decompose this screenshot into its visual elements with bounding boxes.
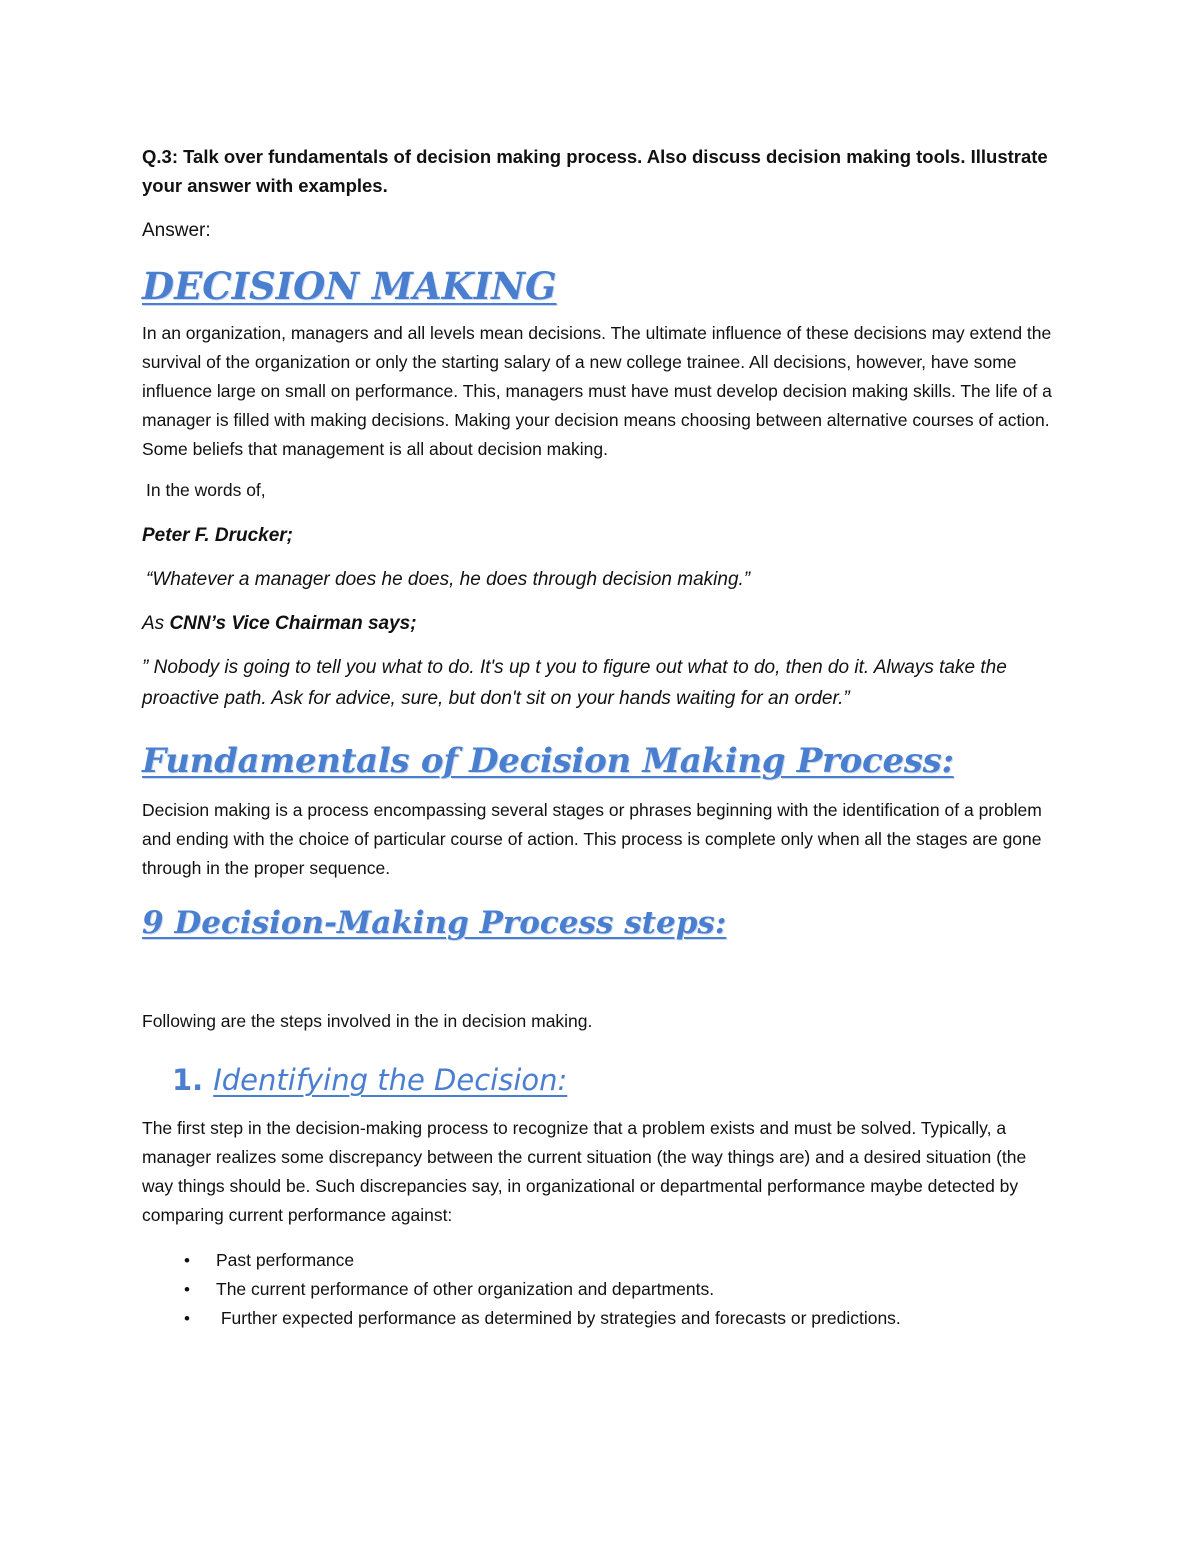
bullet-icon: • (184, 1280, 190, 1299)
list-item-text: Further expected performance as determined by strategies and forecasts or predictions. (216, 1308, 901, 1328)
cnn-quote: ” Nobody is going to tell you what to do. It's up t you to figure out what to do, then do it. Always take the proactive path. Ask for advice, sure, but don't sit on your hands waiting for an order.” (142, 657, 1007, 709)
heading-decision-making: DECISION MAKING (142, 264, 557, 308)
bullet-icon: • (184, 1251, 190, 1270)
cnn-prefix: As (142, 613, 170, 634)
list-item-text: The current performance of other organization and departments. (216, 1279, 715, 1299)
comparison-bullet-list (142, 1246, 1062, 1333)
step-1-title: Identifying the Decision: (213, 1063, 568, 1097)
list-item (142, 1275, 1062, 1304)
bullet-icon: • (184, 1309, 190, 1328)
author-name: Peter F. Drucker; (142, 525, 294, 546)
cnn-attribution (142, 609, 1062, 638)
cnn-vice-chairman: CNN’s Vice Chairman says; (169, 613, 417, 634)
list-item-text: Past performance (216, 1250, 355, 1270)
heading-fundamentals: Fundamentals of Decision Making Process: (142, 741, 954, 781)
steps-intro: Following are the steps involved in the in decision making. (142, 1011, 593, 1031)
list-item (142, 1246, 1062, 1275)
list-item (142, 1304, 1062, 1333)
step-1-paragraph: The first step in the decision-making process to recognize that a problem exists and must be solved. Typically, a manager realizes some discrepancy between the current situation (the way things are) and a desired situation (the way things should be. Such discrepancies say, in organizational or departmental performance maybe detected by comparing current performance against: (142, 1118, 1027, 1225)
document-page (142, 142, 1062, 1333)
question-text: Q.3: Talk over fundamentals of decision making process. Also discuss decision making tools. Illustrate your answer with examples. (142, 146, 1048, 196)
step-1-number: 1. (172, 1063, 204, 1097)
decision-making-paragraph: In an organization, managers and all levels mean decisions. The ultimate influence of these decisions may extend the survival of the organization or only the starting salary of a new college trainee. All decisions, however, have some influence large on small on performance. This, managers must have must develop decision making skills. The life of a manager is filled with making decisions. Making your decision means choosing between alternative courses of action. Some beliefs that management is all about decision making. (142, 323, 1052, 459)
heading-process-steps: 9 Decision-Making Process steps: (142, 905, 727, 941)
drucker-quote: “Whatever a manager does he does, he does through decision making.” (146, 569, 751, 590)
answer-label: Answer: (142, 220, 211, 241)
words-of-line: In the words of, (146, 480, 266, 500)
fundamentals-paragraph: Decision making is a process encompassing several stages or phrases beginning with the identification of a problem and ending with the choice of particular course of action. This process is complete only when all the stages are gone through in the proper sequence. (142, 800, 1042, 878)
step-1-heading (172, 1060, 1062, 1100)
